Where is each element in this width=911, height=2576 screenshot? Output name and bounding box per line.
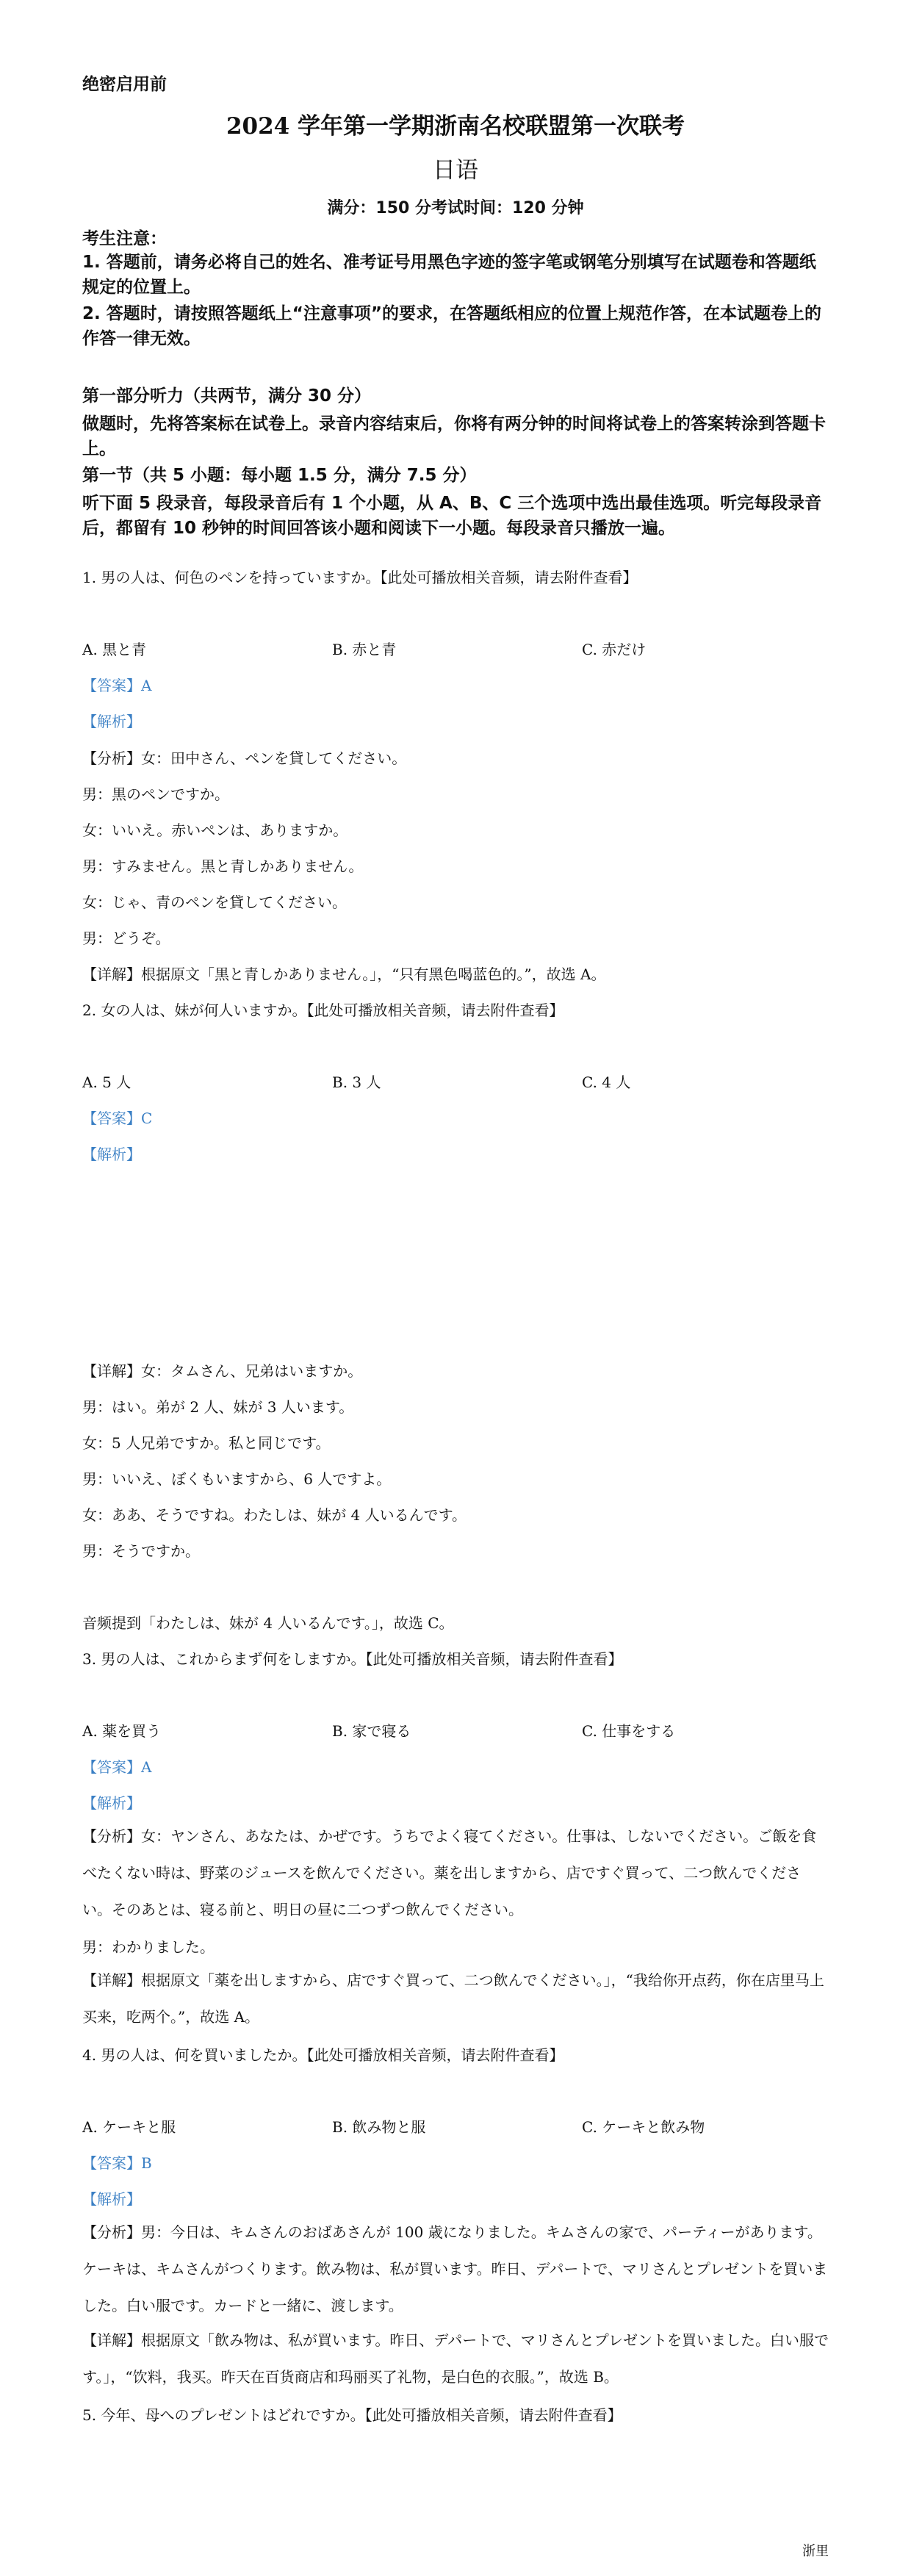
q1-option-c: C. 赤だけ — [582, 641, 647, 658]
q4-option-c: C. ケーキと飲み物 — [582, 2118, 705, 2136]
question-1: 1. 男の人は、何色のペンを持っていますか。【此处可播放相关音频，请去附件查看】 — [82, 569, 638, 586]
question-2: 2. 女の人は、妹が何人いますか。【此处可播放相关音频，请去附件查看】 — [82, 1001, 564, 1019]
q3-analysis-label: 【解析】 — [82, 1794, 141, 1812]
q3-analysis-paragraph: 【分析】女：ヤンさん、あなたは、かぜです。うちでよく寝てください。仕事は、しないでください。ご飯を食べたくない時は、野菜のジュースを飲んでください。薬を出しますから、店ですぐ買って、二つ飲んでください。そのあとは、寝る前と、明日の昼に二つずつ飲んでください。 — [82, 1827, 817, 1918]
section1-heading: 第一节（共 5 小题：每小题 1.5 分，满分 7.5 分） — [82, 466, 477, 485]
q3-option-b: B. 家で寝る — [332, 1722, 411, 1740]
q1-answer: 【答案】A — [82, 677, 152, 694]
exam-title: 2024 学年第一学期浙南名校联盟第一次联考 — [226, 113, 685, 140]
q2-dialogue-line: 女：ああ、そうですね。わたしは、妹が 4 人いるんです。 — [82, 1506, 467, 1524]
q2-option-c: C. 4 人 — [582, 1073, 631, 1091]
notice-item-2: 2. 答题时，请按照答题纸上“注意事项”的要求，在答题纸相应的位置上规范作答，在本试题卷上的作答一律无效。 — [82, 304, 821, 348]
q2-dialogue-line: 男：いいえ、ぼくもいますから、6 人ですよ。 — [82, 1470, 392, 1488]
q3-option-c: C. 仕事をする — [582, 1722, 676, 1740]
q2-option-a: A. 5 人 — [82, 1073, 132, 1091]
notice-item-1: 1. 答题前，请务必将自己的姓名、准考证号用黑色字迹的签字笔或钢笔分别填写在试题卷和答题纸规定的位置上。 — [82, 253, 816, 297]
question-5: 5. 今年、母へのプレゼントはどれですか。【此处可播放相关音频，请去附件查看】 — [82, 2406, 622, 2424]
q1-detail: 【详解】根据原文「黒と青しかありません。」，“只有黑色喝蓝色的。”，故选 A。 — [82, 965, 606, 983]
q2-answer: 【答案】C — [82, 1109, 153, 1127]
subject-title: 日语 — [433, 157, 478, 184]
question-4: 4. 男の人は、何を買いましたか。【此处可播放相关音频，请去附件查看】 — [82, 2046, 564, 2064]
q2-analysis-label: 【解析】 — [82, 1145, 141, 1163]
q4-option-b: B. 飲み物と服 — [332, 2118, 426, 2136]
part1-description: 做题时，先将答案标在试卷上。录音内容结束后，你将有两分钟的时间将试卷上的答案转涂到答题卡上。 — [82, 414, 826, 458]
q4-analysis-paragraph: 【分析】男：今日は、キムさんのおばあさんが 100 歳になりました。キムさんの家で、パーティーがあります。ケーキは、キムさんがつくります。飲み物は、私が買います。昨日、デパートで、マリさんとプレゼントを買いました。白い服です。カードと一緒に、渡します。 — [82, 2223, 828, 2314]
question-3: 3. 男の人は、これからまず何をしますか。【此处可播放相关音频，请去附件查看】 — [82, 1650, 623, 1668]
q3-option-a: A. 薬を買う — [82, 1722, 162, 1740]
q3-dialogue-line: 男：わかりました。 — [82, 1938, 215, 1956]
q1-dialogue-line: 女：いいえ。赤いペンは、ありますか。 — [82, 821, 348, 839]
q2-dialogue-line: 男：そうですか。 — [82, 1542, 200, 1560]
part1-heading: 第一部分听力（共两节，满分 30 分） — [82, 386, 372, 406]
q3-answer: 【答案】A — [82, 1758, 152, 1776]
q4-option-a: A. ケーキと服 — [82, 2118, 176, 2136]
q2-option-b: B. 3 人 — [332, 1073, 381, 1091]
q1-option-a: A. 黒と青 — [82, 641, 147, 658]
q1-dialogue-line: 男：黒のペンですか。 — [82, 785, 229, 803]
q3-detail: 【详解】根据原文「薬を出しますから、店ですぐ買って、二つ飲んでください。」，“我给你开点药，你在店里马上买来，吃两个。”，故选 A。 — [82, 1971, 824, 2026]
notice-heading: 考生注意： — [82, 229, 167, 248]
q4-analysis-label: 【解析】 — [82, 2190, 141, 2208]
secret-label: 绝密启用前 — [82, 75, 167, 94]
section1-description: 听下面 5 段录音，每段录音后有 1 个小题，从 A、B、C 三个选项中选出最佳选项。听完每段录音后，都留有 10 秒钟的时间回答该小题和阅读下一小题。每段录音只播放一遍。 — [82, 494, 822, 538]
q4-detail: 【详解】根据原文「飲み物は、私が買います。昨日、デパートで、マリさんとプレゼントを買いました。白い服です。」，“饮料，我买。昨天在百货商店和玛丽买了礼物，是白色的衣服。”，故选 B。 — [82, 2331, 829, 2386]
q1-dialogue-line: 女：じゃ、青のペンを貸してください。 — [82, 893, 347, 911]
q1-dialogue-line: 男：どうぞ。 — [82, 929, 170, 947]
footer-mark: 浙里 — [802, 2544, 829, 2559]
score-time-line: 满分：150 分考试时间：120 分钟 — [327, 199, 584, 217]
q1-dialogue-line: 【分析】女：田中さん、ペンを貸してください。 — [82, 749, 407, 767]
q1-dialogue-line: 男：すみません。黒と青しかありません。 — [82, 857, 364, 875]
q2-detail: 音频提到「わたしは、妹が 4 人いるんです。」，故选 C。 — [82, 1614, 454, 1632]
q2-dialogue-line: 女：5 人兄弟ですか。私と同じです。 — [82, 1434, 331, 1452]
q4-answer: 【答案】B — [82, 2154, 152, 2172]
q1-option-b: B. 赤と青 — [332, 641, 397, 658]
q1-analysis-label: 【解析】 — [82, 713, 141, 730]
q2-dialogue-line: 【详解】女：タムさん、兄弟はいますか。 — [82, 1362, 363, 1380]
q2-dialogue-line: 男：はい。弟が 2 人、妹が 3 人います。 — [82, 1398, 354, 1416]
